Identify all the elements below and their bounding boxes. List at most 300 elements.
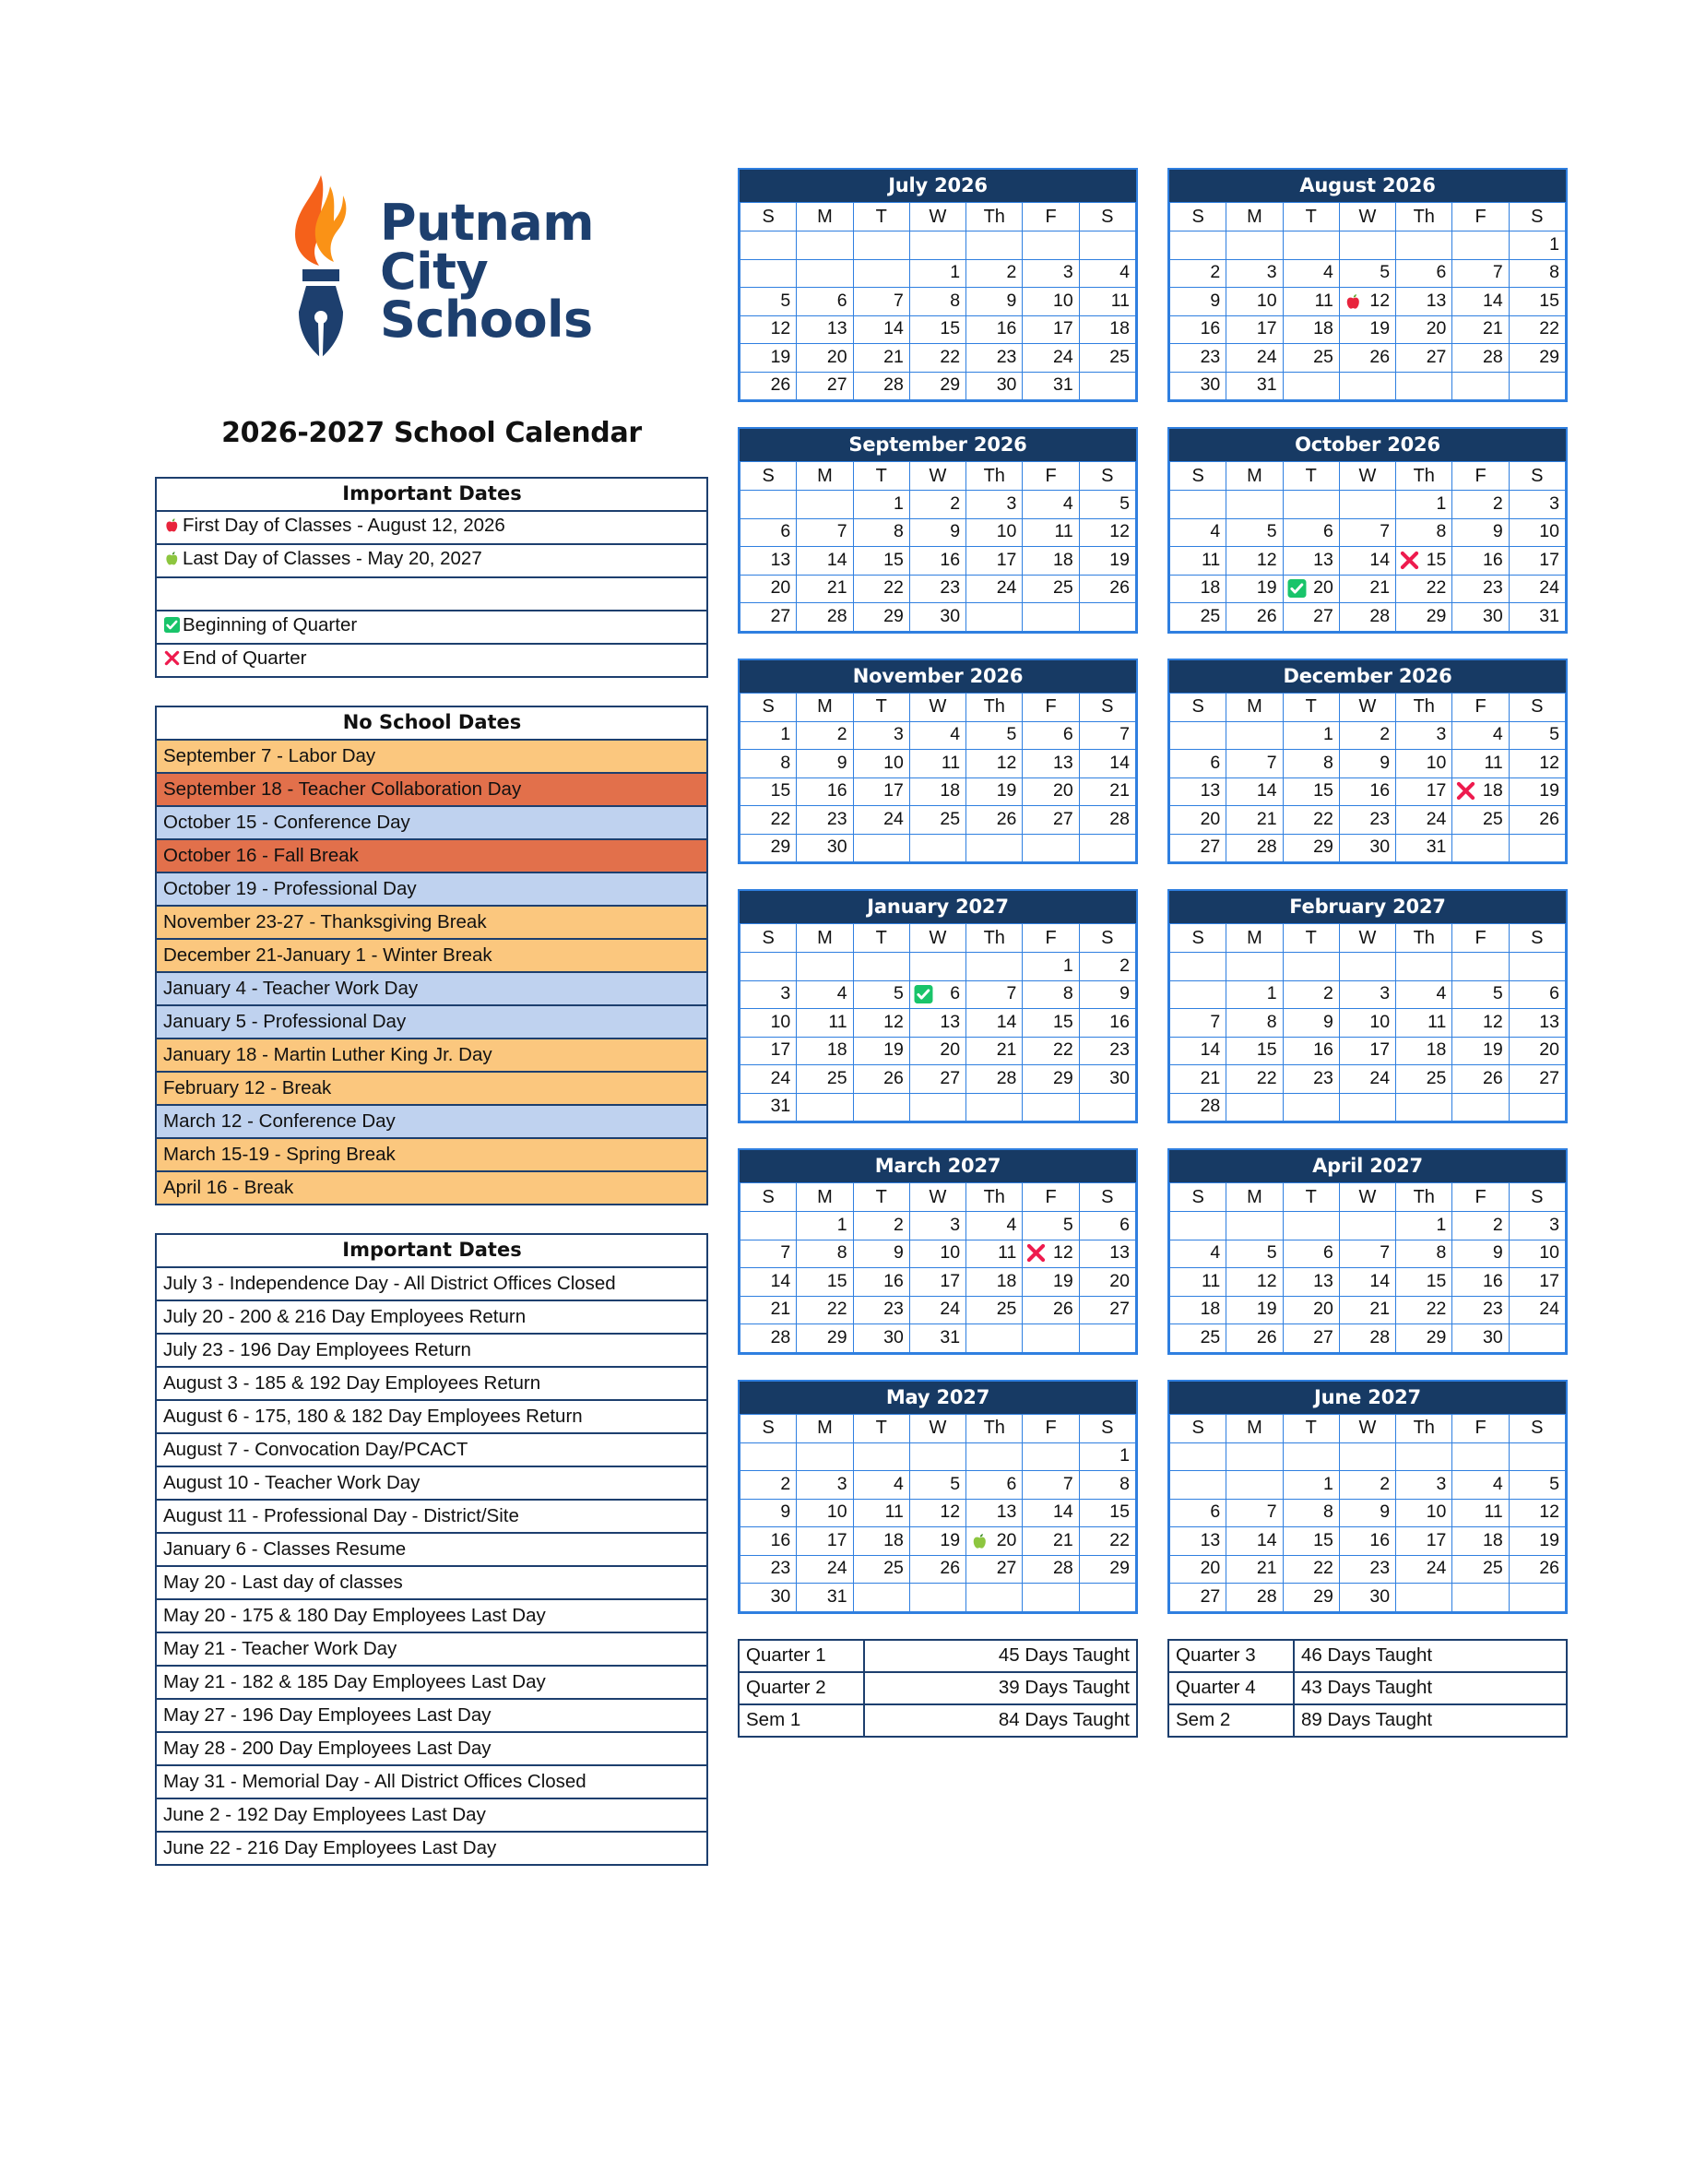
day-cell[interactable] [1339, 1471, 1395, 1500]
day-cell[interactable] [1509, 1296, 1565, 1324]
day-cell[interactable] [853, 980, 909, 1009]
day-cell[interactable] [1283, 721, 1339, 750]
day-cell[interactable] [966, 547, 1023, 576]
day-cell[interactable] [853, 547, 909, 576]
day-cell[interactable] [1283, 315, 1339, 344]
day-cell[interactable] [1452, 750, 1509, 778]
day-cell[interactable] [1283, 1296, 1339, 1324]
day-cell[interactable] [740, 834, 797, 862]
day-cell[interactable] [1396, 288, 1452, 316]
day-cell[interactable] [966, 491, 1023, 519]
day-cell[interactable] [853, 721, 909, 750]
day-cell[interactable] [1226, 834, 1283, 862]
day-cell[interactable] [740, 344, 797, 373]
day-cell[interactable] [1452, 491, 1509, 519]
day-cell[interactable] [1170, 1584, 1226, 1612]
day-cell[interactable] [1509, 777, 1565, 806]
day-cell[interactable] [1339, 344, 1395, 373]
day-cell[interactable] [853, 1527, 909, 1556]
day-cell[interactable] [1226, 575, 1283, 603]
day-cell[interactable] [1339, 288, 1395, 316]
day-cell[interactable] [1023, 953, 1079, 981]
day-cell[interactable] [1079, 491, 1135, 519]
day-cell[interactable] [1079, 1037, 1135, 1065]
day-cell[interactable] [1170, 777, 1226, 806]
day-cell[interactable] [1170, 344, 1226, 373]
day-cell[interactable] [1023, 1037, 1079, 1065]
day-cell[interactable] [1170, 1240, 1226, 1268]
day-cell[interactable] [1396, 1296, 1452, 1324]
day-cell[interactable] [909, 372, 965, 400]
day-cell[interactable] [1226, 259, 1283, 288]
day-cell[interactable] [1509, 259, 1565, 288]
day-cell[interactable] [1023, 344, 1079, 373]
day-cell[interactable] [909, 603, 965, 632]
day-cell[interactable] [1509, 1240, 1565, 1268]
day-cell[interactable] [909, 547, 965, 576]
day-cell[interactable] [1339, 603, 1395, 632]
day-cell[interactable] [1170, 372, 1226, 400]
day-cell[interactable] [1339, 806, 1395, 835]
day-cell[interactable] [853, 1324, 909, 1353]
day-cell[interactable] [1023, 575, 1079, 603]
day-cell[interactable] [1170, 1093, 1226, 1122]
day-cell[interactable] [1339, 1009, 1395, 1038]
day-cell[interactable] [740, 518, 797, 547]
day-cell[interactable] [1226, 1065, 1283, 1094]
day-cell[interactable] [1079, 806, 1135, 835]
day-cell[interactable] [853, 750, 909, 778]
day-cell[interactable] [1283, 834, 1339, 862]
day-cell[interactable] [1509, 1527, 1565, 1556]
day-cell[interactable] [740, 1037, 797, 1065]
day-cell[interactable] [1509, 1471, 1565, 1500]
day-cell[interactable] [1283, 1037, 1339, 1065]
day-cell[interactable] [1226, 806, 1283, 835]
day-cell[interactable] [740, 1324, 797, 1353]
day-cell[interactable] [1170, 750, 1226, 778]
day-cell[interactable] [740, 1555, 797, 1584]
day-cell[interactable] [1023, 1240, 1079, 1268]
day-cell[interactable] [740, 980, 797, 1009]
day-cell[interactable] [1339, 980, 1395, 1009]
day-cell[interactable] [797, 1527, 853, 1556]
day-cell[interactable] [1452, 575, 1509, 603]
day-cell[interactable] [909, 806, 965, 835]
day-cell[interactable] [1452, 1324, 1509, 1353]
day-cell[interactable] [1170, 575, 1226, 603]
day-cell[interactable] [853, 1499, 909, 1527]
day-cell[interactable] [1079, 721, 1135, 750]
day-cell[interactable] [966, 1471, 1023, 1500]
day-cell[interactable] [853, 1471, 909, 1500]
day-cell[interactable] [1339, 315, 1395, 344]
day-cell[interactable] [1079, 1555, 1135, 1584]
day-cell[interactable] [797, 288, 853, 316]
day-cell[interactable] [1170, 1555, 1226, 1584]
day-cell[interactable] [853, 344, 909, 373]
day-cell[interactable] [909, 1471, 965, 1500]
day-cell[interactable] [1339, 834, 1395, 862]
day-cell[interactable] [966, 288, 1023, 316]
day-cell[interactable] [1283, 344, 1339, 373]
day-cell[interactable] [1452, 721, 1509, 750]
day-cell[interactable] [1023, 806, 1079, 835]
day-cell[interactable] [797, 750, 853, 778]
day-cell[interactable] [1226, 980, 1283, 1009]
day-cell[interactable] [1283, 1324, 1339, 1353]
day-cell[interactable] [740, 1471, 797, 1500]
day-cell[interactable] [797, 603, 853, 632]
day-cell[interactable] [1396, 1527, 1452, 1556]
day-cell[interactable] [740, 1268, 797, 1297]
day-cell[interactable] [1283, 806, 1339, 835]
day-cell[interactable] [1339, 1240, 1395, 1268]
day-cell[interactable] [1226, 1499, 1283, 1527]
day-cell[interactable] [966, 1527, 1023, 1556]
day-cell[interactable] [1226, 1324, 1283, 1353]
day-cell[interactable] [966, 1009, 1023, 1038]
day-cell[interactable] [853, 1065, 909, 1094]
day-cell[interactable] [1509, 231, 1565, 260]
day-cell[interactable] [1226, 288, 1283, 316]
day-cell[interactable] [1452, 1037, 1509, 1065]
day-cell[interactable] [1396, 777, 1452, 806]
day-cell[interactable] [966, 1555, 1023, 1584]
day-cell[interactable] [1452, 1527, 1509, 1556]
day-cell[interactable] [1283, 777, 1339, 806]
day-cell[interactable] [966, 1499, 1023, 1527]
day-cell[interactable] [1339, 750, 1395, 778]
day-cell[interactable] [1023, 259, 1079, 288]
day-cell[interactable] [1023, 547, 1079, 576]
day-cell[interactable] [1226, 750, 1283, 778]
day-cell[interactable] [909, 518, 965, 547]
day-cell[interactable] [797, 1499, 853, 1527]
day-cell[interactable] [1509, 491, 1565, 519]
day-cell[interactable] [1023, 750, 1079, 778]
day-cell[interactable] [1283, 1471, 1339, 1500]
day-cell[interactable] [1452, 259, 1509, 288]
day-cell[interactable] [797, 1324, 853, 1353]
day-cell[interactable] [1452, 1296, 1509, 1324]
day-cell[interactable] [1226, 1268, 1283, 1297]
day-cell[interactable] [1452, 1212, 1509, 1240]
day-cell[interactable] [1396, 1324, 1452, 1353]
day-cell[interactable] [1339, 1268, 1395, 1297]
day-cell[interactable] [797, 1009, 853, 1038]
day-cell[interactable] [1452, 603, 1509, 632]
day-cell[interactable] [1226, 1584, 1283, 1612]
day-cell[interactable] [1023, 288, 1079, 316]
day-cell[interactable] [909, 344, 965, 373]
day-cell[interactable] [1023, 315, 1079, 344]
day-cell[interactable] [797, 1037, 853, 1065]
day-cell[interactable] [1226, 372, 1283, 400]
day-cell[interactable] [797, 1471, 853, 1500]
day-cell[interactable] [740, 721, 797, 750]
day-cell[interactable] [740, 1093, 797, 1122]
day-cell[interactable] [740, 1499, 797, 1527]
day-cell[interactable] [1452, 288, 1509, 316]
day-cell[interactable] [797, 315, 853, 344]
day-cell[interactable] [1396, 1065, 1452, 1094]
day-cell[interactable] [1339, 259, 1395, 288]
day-cell[interactable] [1339, 1296, 1395, 1324]
day-cell[interactable] [1079, 1296, 1135, 1324]
day-cell[interactable] [740, 750, 797, 778]
day-cell[interactable] [1079, 1527, 1135, 1556]
day-cell[interactable] [1226, 1240, 1283, 1268]
day-cell[interactable] [740, 777, 797, 806]
day-cell[interactable] [1023, 1268, 1079, 1297]
day-cell[interactable] [853, 1296, 909, 1324]
day-cell[interactable] [966, 259, 1023, 288]
day-cell[interactable] [853, 372, 909, 400]
day-cell[interactable] [909, 1324, 965, 1353]
day-cell[interactable] [1023, 518, 1079, 547]
day-cell[interactable] [1079, 1471, 1135, 1500]
day-cell[interactable] [1339, 1499, 1395, 1527]
day-cell[interactable] [1079, 777, 1135, 806]
day-cell[interactable] [1509, 750, 1565, 778]
day-cell[interactable] [797, 834, 853, 862]
day-cell[interactable] [1023, 491, 1079, 519]
day-cell[interactable] [1283, 1499, 1339, 1527]
day-cell[interactable] [1023, 721, 1079, 750]
day-cell[interactable] [1339, 575, 1395, 603]
day-cell[interactable] [1396, 344, 1452, 373]
day-cell[interactable] [797, 547, 853, 576]
day-cell[interactable] [797, 806, 853, 835]
day-cell[interactable] [909, 491, 965, 519]
day-cell[interactable] [1339, 1324, 1395, 1353]
day-cell[interactable] [1023, 1009, 1079, 1038]
day-cell[interactable] [1023, 1471, 1079, 1500]
day-cell[interactable] [909, 575, 965, 603]
day-cell[interactable] [1452, 980, 1509, 1009]
day-cell[interactable] [1226, 777, 1283, 806]
day-cell[interactable] [909, 1240, 965, 1268]
day-cell[interactable] [797, 721, 853, 750]
day-cell[interactable] [1170, 1037, 1226, 1065]
day-cell[interactable] [909, 980, 965, 1009]
day-cell[interactable] [1226, 1037, 1283, 1065]
day-cell[interactable] [966, 1212, 1023, 1240]
day-cell[interactable] [1226, 603, 1283, 632]
day-cell[interactable] [1226, 518, 1283, 547]
day-cell[interactable] [1396, 834, 1452, 862]
day-cell[interactable] [853, 288, 909, 316]
day-cell[interactable] [1509, 518, 1565, 547]
day-cell[interactable] [853, 518, 909, 547]
day-cell[interactable] [1509, 980, 1565, 1009]
day-cell[interactable] [1283, 1240, 1339, 1268]
day-cell[interactable] [1079, 1268, 1135, 1297]
day-cell[interactable] [853, 1009, 909, 1038]
day-cell[interactable] [853, 315, 909, 344]
day-cell[interactable] [1509, 1212, 1565, 1240]
day-cell[interactable] [966, 372, 1023, 400]
day-cell[interactable] [909, 1212, 965, 1240]
day-cell[interactable] [1170, 1324, 1226, 1353]
day-cell[interactable] [797, 1065, 853, 1094]
day-cell[interactable] [1283, 750, 1339, 778]
day-cell[interactable] [1023, 1212, 1079, 1240]
day-cell[interactable] [966, 806, 1023, 835]
day-cell[interactable] [1396, 1555, 1452, 1584]
day-cell[interactable] [740, 372, 797, 400]
day-cell[interactable] [966, 721, 1023, 750]
day-cell[interactable] [853, 575, 909, 603]
day-cell[interactable] [909, 721, 965, 750]
day-cell[interactable] [1452, 806, 1509, 835]
day-cell[interactable] [1396, 518, 1452, 547]
day-cell[interactable] [1396, 315, 1452, 344]
day-cell[interactable] [797, 1240, 853, 1268]
day-cell[interactable] [1079, 259, 1135, 288]
day-cell[interactable] [740, 1584, 797, 1612]
day-cell[interactable] [1452, 547, 1509, 576]
day-cell[interactable] [1283, 1555, 1339, 1584]
day-cell[interactable] [1170, 518, 1226, 547]
day-cell[interactable] [797, 344, 853, 373]
day-cell[interactable] [1509, 1037, 1565, 1065]
day-cell[interactable] [853, 1212, 909, 1240]
day-cell[interactable] [1023, 372, 1079, 400]
day-cell[interactable] [1079, 750, 1135, 778]
day-cell[interactable] [1396, 491, 1452, 519]
day-cell[interactable] [740, 288, 797, 316]
day-cell[interactable] [797, 1212, 853, 1240]
day-cell[interactable] [1170, 603, 1226, 632]
day-cell[interactable] [1452, 777, 1509, 806]
day-cell[interactable] [797, 777, 853, 806]
day-cell[interactable] [1396, 721, 1452, 750]
day-cell[interactable] [1170, 1296, 1226, 1324]
day-cell[interactable] [740, 1240, 797, 1268]
day-cell[interactable] [1170, 834, 1226, 862]
day-cell[interactable] [1079, 1212, 1135, 1240]
day-cell[interactable] [1079, 1240, 1135, 1268]
day-cell[interactable] [1509, 1555, 1565, 1584]
day-cell[interactable] [740, 806, 797, 835]
day-cell[interactable] [1396, 259, 1452, 288]
day-cell[interactable] [909, 1037, 965, 1065]
day-cell[interactable] [853, 1555, 909, 1584]
day-cell[interactable] [797, 1555, 853, 1584]
day-cell[interactable] [909, 1268, 965, 1297]
day-cell[interactable] [966, 1065, 1023, 1094]
day-cell[interactable] [1509, 288, 1565, 316]
day-cell[interactable] [1509, 315, 1565, 344]
day-cell[interactable] [966, 750, 1023, 778]
day-cell[interactable] [1339, 547, 1395, 576]
day-cell[interactable] [1023, 1065, 1079, 1094]
day-cell[interactable] [909, 315, 965, 344]
day-cell[interactable] [797, 1584, 853, 1612]
day-cell[interactable] [1452, 1471, 1509, 1500]
day-cell[interactable] [1283, 1584, 1339, 1612]
day-cell[interactable] [1079, 1442, 1135, 1471]
day-cell[interactable] [1079, 547, 1135, 576]
day-cell[interactable] [1283, 980, 1339, 1009]
day-cell[interactable] [1283, 1268, 1339, 1297]
day-cell[interactable] [797, 518, 853, 547]
day-cell[interactable] [1509, 603, 1565, 632]
day-cell[interactable] [966, 1240, 1023, 1268]
day-cell[interactable] [1509, 1499, 1565, 1527]
day-cell[interactable] [966, 315, 1023, 344]
day-cell[interactable] [1396, 1240, 1452, 1268]
day-cell[interactable] [909, 1009, 965, 1038]
day-cell[interactable] [1396, 547, 1452, 576]
day-cell[interactable] [853, 1037, 909, 1065]
day-cell[interactable] [1170, 259, 1226, 288]
day-cell[interactable] [1170, 1009, 1226, 1038]
day-cell[interactable] [1396, 575, 1452, 603]
day-cell[interactable] [1396, 1471, 1452, 1500]
day-cell[interactable] [1079, 1065, 1135, 1094]
day-cell[interactable] [1023, 1527, 1079, 1556]
day-cell[interactable] [1396, 980, 1452, 1009]
day-cell[interactable] [966, 575, 1023, 603]
day-cell[interactable] [1023, 980, 1079, 1009]
day-cell[interactable] [1452, 1240, 1509, 1268]
day-cell[interactable] [1079, 288, 1135, 316]
day-cell[interactable] [909, 1527, 965, 1556]
day-cell[interactable] [1339, 721, 1395, 750]
day-cell[interactable] [1226, 1555, 1283, 1584]
day-cell[interactable] [1509, 806, 1565, 835]
day-cell[interactable] [1396, 750, 1452, 778]
day-cell[interactable] [1079, 1009, 1135, 1038]
day-cell[interactable] [853, 603, 909, 632]
day-cell[interactable] [1079, 344, 1135, 373]
day-cell[interactable] [1170, 547, 1226, 576]
day-cell[interactable] [797, 1296, 853, 1324]
day-cell[interactable] [797, 575, 853, 603]
day-cell[interactable] [909, 288, 965, 316]
day-cell[interactable] [1170, 1499, 1226, 1527]
day-cell[interactable] [740, 1296, 797, 1324]
day-cell[interactable] [1339, 1584, 1395, 1612]
day-cell[interactable] [797, 1268, 853, 1297]
day-cell[interactable] [1452, 315, 1509, 344]
day-cell[interactable] [1283, 575, 1339, 603]
day-cell[interactable] [740, 575, 797, 603]
day-cell[interactable] [853, 777, 909, 806]
day-cell[interactable] [1452, 1268, 1509, 1297]
day-cell[interactable] [1079, 575, 1135, 603]
day-cell[interactable] [740, 603, 797, 632]
day-cell[interactable] [1170, 806, 1226, 835]
day-cell[interactable] [1452, 1009, 1509, 1038]
day-cell[interactable] [909, 777, 965, 806]
day-cell[interactable] [1023, 777, 1079, 806]
day-cell[interactable] [1226, 315, 1283, 344]
day-cell[interactable] [909, 1499, 965, 1527]
day-cell[interactable] [1283, 1065, 1339, 1094]
day-cell[interactable] [966, 777, 1023, 806]
day-cell[interactable] [1396, 1499, 1452, 1527]
day-cell[interactable] [1452, 1499, 1509, 1527]
day-cell[interactable] [1396, 603, 1452, 632]
day-cell[interactable] [1396, 1268, 1452, 1297]
day-cell[interactable] [1226, 547, 1283, 576]
day-cell[interactable] [1339, 777, 1395, 806]
day-cell[interactable] [1226, 1527, 1283, 1556]
